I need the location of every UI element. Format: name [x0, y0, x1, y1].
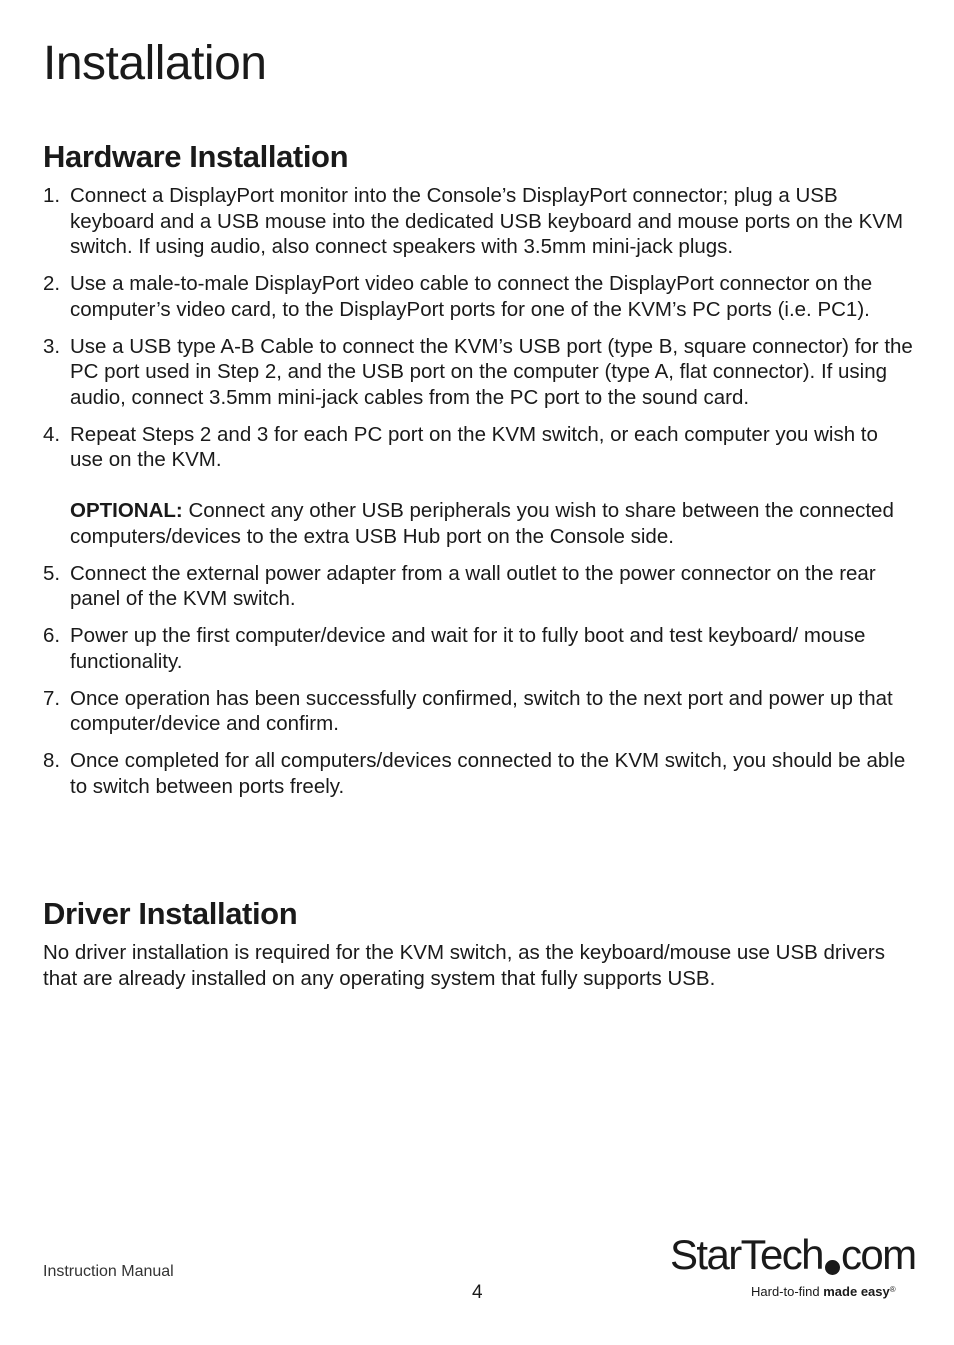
step-number: 4. [43, 422, 61, 446]
step-item [43, 748, 913, 799]
page-number: 4 [472, 1282, 483, 1303]
logo-wordmark [670, 1232, 916, 1278]
step-number: 7. [43, 686, 61, 710]
step-number: 3. [43, 334, 61, 358]
step-text: Repeat Steps 2 and 3 for each PC port on the KVM switch, or each computer you wish to use on the KVM. [70, 422, 878, 471]
hardware-installation-heading: Hardware Installation [43, 139, 349, 174]
optional-text: Connect any other USB peripherals you wish to share between the connected computers/devices to the extra USB Hub port on the Console side. [70, 499, 894, 548]
step-number: 2. [43, 272, 61, 295]
optional-note [70, 498, 913, 549]
step-text: Once completed for all computers/devices connected to the KVM switch, you should be able to switch between ports freely. [70, 749, 906, 798]
step-item [43, 183, 913, 260]
step-item [43, 686, 913, 737]
step-number: 1. [43, 184, 61, 207]
logo-registered-mark: ® [889, 1285, 896, 1294]
step-text: Connect the external power adapter from a wall outlet to the power connector on the rear panel of the KVM switch. [70, 561, 876, 610]
optional-label: OPTIONAL: [70, 499, 183, 522]
step-item [43, 561, 913, 612]
step-text: Connect a DisplayPort monitor into the Console’s DisplayPort connector; plug a USB keyboard and a USB mouse into the dedicated USB keyboard and mouse ports on the KVM switch. If using audio, also connect speakers with 3.5mm mini-jack plugs. [70, 184, 904, 258]
step-text: Once operation has been successfully confirmed, switch to the next port and power up that computer/device and confirm. [70, 686, 893, 735]
step-text: Power up the first computer/device and wait for it to fully boot and test keyboard/ mouse functionality. [70, 624, 866, 673]
logo-brand-start: StarTech [670, 1231, 823, 1278]
step-number: 5. [43, 561, 61, 585]
logo-tagline-bold: made easy [823, 1284, 890, 1299]
step-number: 6. [43, 624, 61, 647]
logo-brand-end: com [840, 1231, 916, 1278]
page-title: Installation [43, 37, 267, 90]
logo-tagline [751, 1282, 896, 1300]
logo-tagline-plain: Hard-to-find [751, 1284, 824, 1299]
step-item [43, 422, 913, 550]
step-text: Use a male-to-male DisplayPort video cable to connect the DisplayPort connector on the computer’s video card, to the DisplayPort ports for one of the KVM’s PC ports (i.e. PC1). [70, 272, 873, 321]
hardware-steps-list [43, 183, 913, 811]
driver-installation-text: No driver installation is required for the KVM switch, as the keyboard/mouse use USB drivers that are already installed on any operating system that fully supports USB. [43, 941, 886, 990]
startech-logo [670, 1231, 916, 1302]
step-item [43, 623, 913, 674]
logo-dot-icon [825, 1260, 840, 1275]
step-number: 8. [43, 749, 61, 772]
footer-document-label: Instruction Manual [43, 1263, 174, 1280]
step-text: Use a USB type A-B Cable to connect the KVM’s USB port (type B, square connector) for the PC port used in Step 2, and the USB port on the computer (type A, flat connector). If using audio, connect 3.5mm mini-jack cables from the PC port to the sound card. [70, 334, 913, 409]
step-item [43, 334, 913, 411]
driver-installation-heading: Driver Installation [43, 896, 298, 931]
step-item [43, 271, 913, 322]
